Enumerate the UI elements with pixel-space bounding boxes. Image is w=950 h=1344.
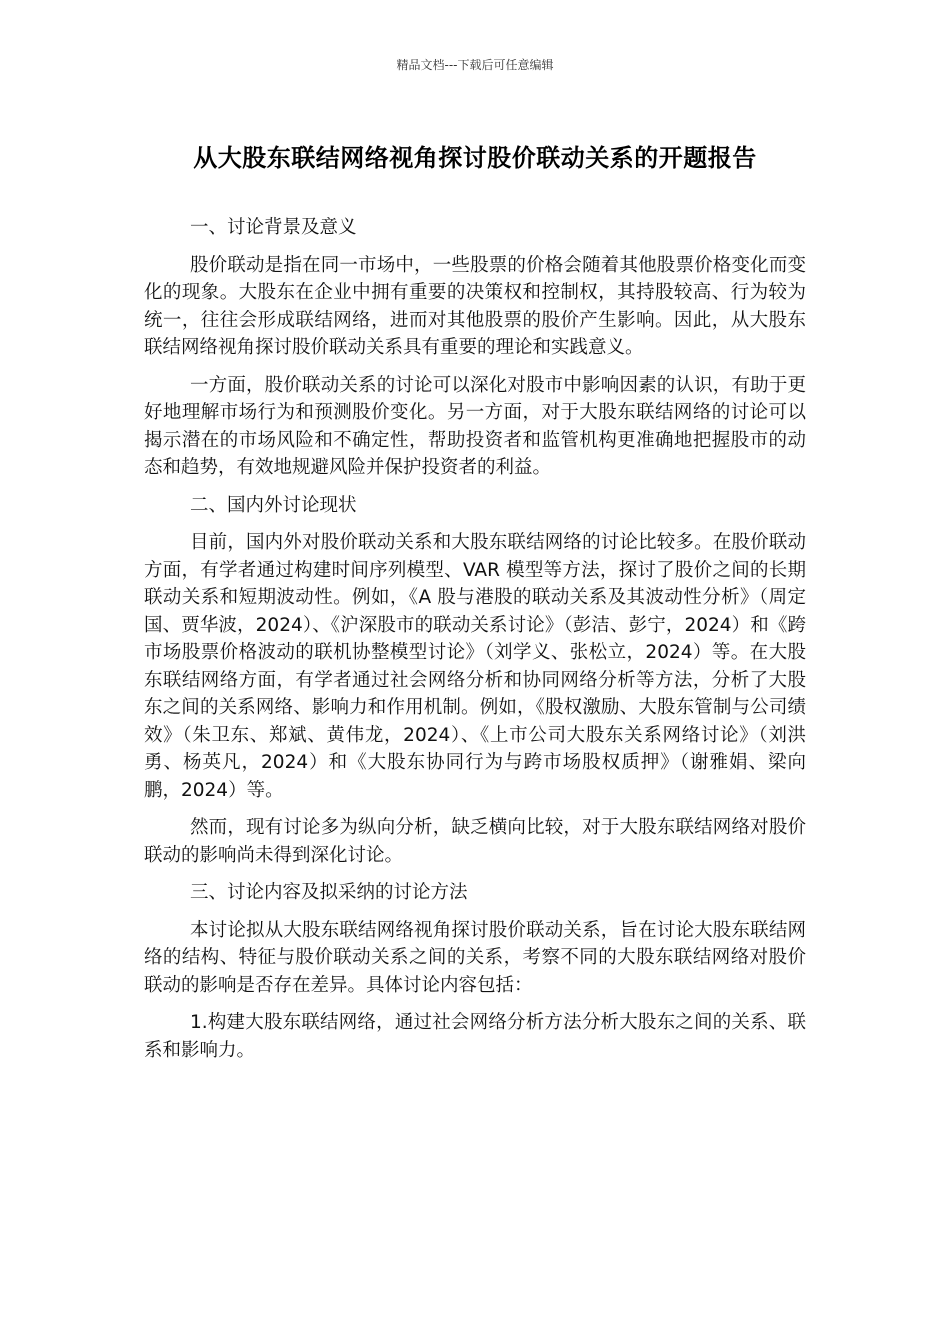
document-title: 从大股东联结网络视角探讨股价联动关系的开题报告 [193, 144, 757, 172]
paragraph: 1.构建大股东联结网络，通过社会网络分析方法分析大股东之间的关系、联系和影响力。 [144, 1012, 806, 1061]
page-header: 精品文档---下载后可任意编辑 [396, 58, 554, 72]
paragraph: 股价联动是指在同一市场中，一些股票的价格会随着其他股票价格变化而变化的现象。大股东在企业中拥有重要的决策权和控制权，其持股较高、行为较为统一，往往会形成联结网络，进而对其他股票的股价产生影响。因此，从大股东联结网络视角探讨股价联动关系具有重要的理论和实践意义。 [144, 254, 806, 358]
document-body [144, 214, 806, 1074]
paragraph: 目前，国内外对股价联动关系和大股东联结网络的讨论比较多。在股价联动方面，有学者通过构建时间序列模型、VAR 模型等方法，探讨了股价之间的长期联动关系和短期波动性。例如，《A 股与港股的联动关系及其波动性分析》（周定国、贾华波，2024）、《沪深股市的联动关系讨论》（彭洁、彭宁，2024）和《跨市场股票价格波动的联机协整模型讨论》（刘学义、张松立，2024）等。在大股东联结网络方面，有学者通过社会网络分析和协同网络分析等方法，分析了大股东之间的关系网络、影响力和作用机制。例如，《股权激励、大股东管制与公司绩效》（朱卫东、郑斌、黄伟龙，2024）、《上市公司大股东关系网络讨论》（刘洪勇、杨英凡，2024）和《大股东协同行为与跨市场股权质押》（谢雅娟、梁向鹏，2024）等。 [144, 532, 806, 801]
section-heading: 一、讨论背景及意义 [190, 217, 357, 238]
paragraph: 然而，现有讨论多为纵向分析，缺乏横向比较，对于大股东联结网络对股价联动的影响尚未得到深化讨论。 [144, 817, 806, 866]
section-heading: 三、讨论内容及拟采纳的讨论方法 [190, 882, 468, 903]
section-heading: 二、国内外讨论现状 [190, 494, 357, 516]
paragraph: 一方面，股价联动关系的讨论可以深化对股市中影响因素的认识，有助于更好地理解市场行为和预测股价变化。另一方面，对于大股东联结网络的讨论可以揭示潜在的市场风险和不确定性，帮助投资者和监管机构更准确地把握股市的动态和趋势，有效地规避风险并保护投资者的利益。 [144, 374, 806, 478]
paragraph: 本讨论拟从大股东联结网络视角探讨股价联动关系，旨在讨论大股东联结网络的结构、特征与股价联动关系之间的关系，考察不同的大股东联结网络对股价联动的影响是否存在差异。具体讨论内容包括： [144, 919, 806, 996]
